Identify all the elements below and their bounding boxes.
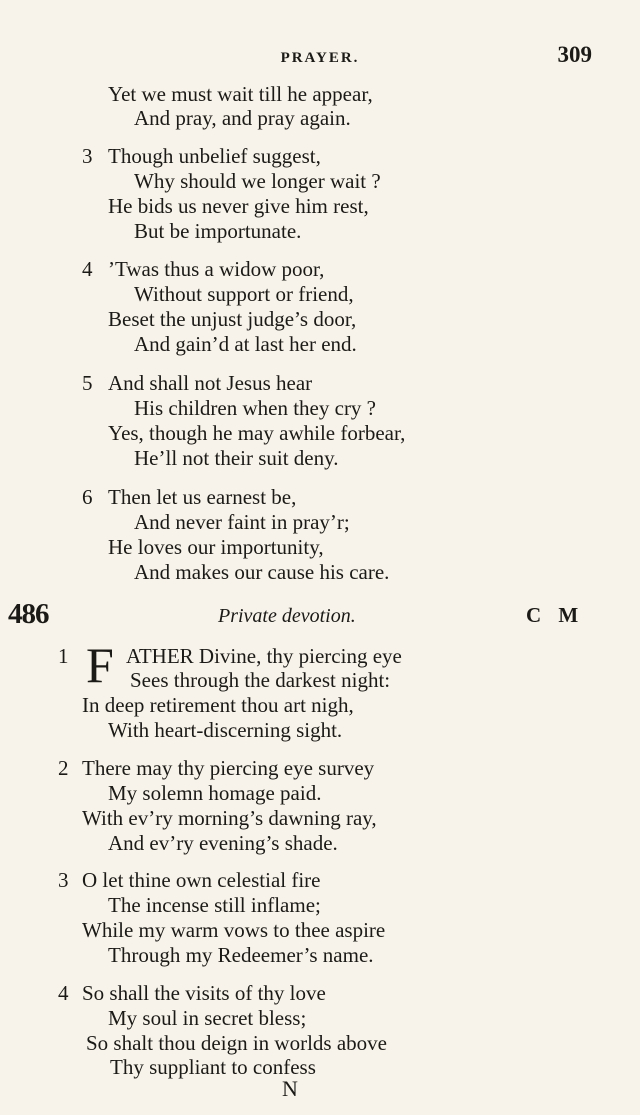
verse-line: Yet we must wait till he appear, — [108, 82, 373, 106]
stanza-number: 3 — [82, 144, 93, 168]
verse-line: And pray, and pray again. — [134, 106, 351, 130]
verse-line: He loves our importunity, — [108, 535, 324, 559]
verse-line: And ev’ry evening’s shade. — [108, 831, 338, 855]
verse-line: My solemn homage paid. — [108, 781, 322, 805]
verse-line: Then let us earnest be, — [108, 485, 297, 509]
verse-line: So shalt thou deign in worlds above — [86, 1031, 387, 1055]
verse-line: And makes our cause his care. — [134, 560, 390, 584]
verse-line: O let thine own celestial fire — [82, 868, 321, 892]
verse-line: Yes, though he may awhile forbear, — [108, 421, 406, 445]
verse-line: My soul in secret bless; — [108, 1006, 307, 1030]
stanza-number: 6 — [82, 485, 93, 509]
verse-line: In deep retirement thou art nigh, — [82, 693, 354, 717]
verse-line: Beset the unjust judge’s door, — [108, 307, 357, 331]
stanza-number: 4 — [58, 981, 69, 1005]
hymn-number: 486 — [8, 598, 49, 630]
verse-line: There may thy piercing eye survey — [82, 756, 375, 780]
stanza-number: 5 — [82, 371, 93, 395]
verse-line: So shall the visits of thy love — [82, 981, 326, 1005]
verse-line: His children when they cry ? — [134, 396, 377, 420]
verse-line: ATHER Divine, thy piercing eye — [126, 644, 402, 668]
verse-line: Though unbelief suggest, — [108, 144, 321, 168]
verse-line: With heart-discerning sight. — [108, 718, 343, 742]
verse-line: ’Twas thus a widow poor, — [108, 257, 325, 281]
hymn-title: Private devotion. — [218, 605, 356, 627]
verse-line: And gain’d at last her end. — [134, 332, 357, 356]
verse-line: He’ll not their suit deny. — [134, 446, 339, 470]
hymn-meter: C M — [526, 603, 585, 627]
drop-cap: F — [86, 637, 114, 693]
verse-line: But be importunate. — [134, 219, 302, 243]
stanza-number: 3 — [58, 868, 69, 892]
verse-line: While my warm vows to thee aspire — [82, 918, 386, 942]
verse-line: Why should we longer wait ? — [134, 169, 381, 193]
verse-line: The incense still inflame; — [108, 893, 321, 917]
page-number: 309 — [557, 42, 592, 67]
stanza-number: 4 — [82, 257, 93, 281]
running-head: PRAYER. — [280, 50, 360, 66]
verse-line: He bids us never give him rest, — [108, 194, 369, 218]
verse-line: Without support or friend, — [134, 282, 354, 306]
stanza-number: 1 — [58, 644, 69, 668]
verse-line: Through my Redeemer’s name. — [108, 943, 374, 967]
verse-line: Thy suppliant to confess — [110, 1055, 316, 1079]
verse-line: And shall not Jesus hear — [108, 371, 313, 395]
signature-mark: N — [282, 1076, 298, 1101]
stanza-number: 2 — [58, 756, 69, 780]
verse-line: And never faint in pray’r; — [134, 510, 350, 534]
verse-line: With ev’ry morning’s dawning ray, — [82, 806, 377, 830]
verse-line: Sees through the darkest night: — [130, 668, 391, 692]
